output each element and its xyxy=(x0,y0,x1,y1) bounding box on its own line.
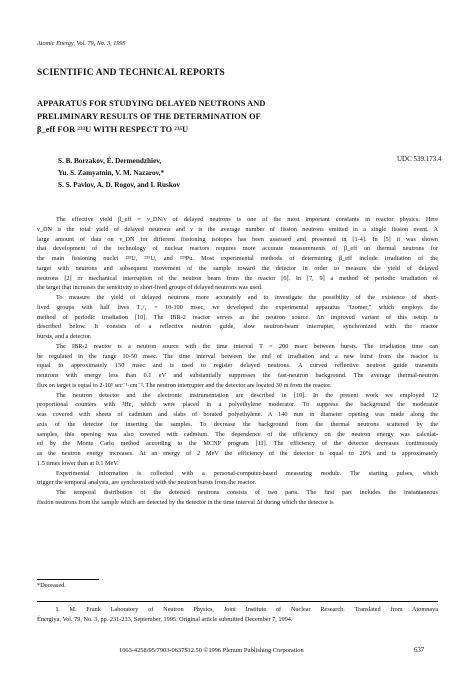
body-line: 1.5 times lower than at 0.1 MeV. xyxy=(37,459,119,467)
body-line: The neutron detector and the electronic instrumentation are described in [10]. In the present work we employed 12 xyxy=(56,391,438,399)
affiliation-line: I. M. Frank Laboratory of Neutron Physics, Joint Institute of Nuclear Research. Translated from Atomnaya xyxy=(56,606,438,613)
body-line: axis of the detector for inserting the samples. To decrease the background from the thermal neutrons scattered by the xyxy=(37,420,438,428)
article-body xyxy=(37,215,438,508)
body-line: neutrons [2] or mechanical interruption of the neutron beam from the reactor [6]. In [7, 9] a method of periodic irradiation of xyxy=(37,274,438,282)
copyright-line: 1063-4258/95/7903-0637$12.50 ©1996 Plenum Publishing Corporation xyxy=(119,647,304,654)
body-line: method of periodic irradiation [10]. The IBR-2 reactor serves as the neutron source. An improved variant of this setup is xyxy=(37,313,438,321)
body-line: samples, this opening was also covered with cadmium. The dependence of the efficiency on the neutron energy was calculat- xyxy=(37,430,438,438)
body-line: proportional counters with ³He, which were placed in a polyethylene moderator. To suppress the background the moderator xyxy=(37,401,438,409)
page-number: 637 xyxy=(414,647,425,654)
title-line: PRELIMINARY RESULTS OF THE DETERMINATION OF xyxy=(37,112,261,121)
body-line: the main fissioning nuclei ²³³U, ²³⁵U, and ²³⁹Pu. Most experimental methods of determining β_eff include irradiation of the xyxy=(37,255,438,262)
body-line: large amount of data on ν_DN for different fissioning isotopes has been assessed and presented in [1-4]. In [5] it was shown xyxy=(37,235,438,243)
reference-divider xyxy=(37,601,438,602)
body-line: lived groups with half lives T₁/₂ = 10-100 msec, we developed the experimental apparatus "Izomer," which employs the xyxy=(37,303,438,311)
body-line: The temporal distribution of the detected neutrons consists of two parts. The first part includes the instantaneous xyxy=(56,489,438,496)
affiliation-note xyxy=(37,605,438,624)
title-line: β_eff FOR ²³³U WITH RESPECT TO ²³⁵U xyxy=(37,125,189,134)
body-line: bursts, and a detector. xyxy=(37,333,92,340)
body-line: that development of the technology of nuclear reactors requires more accurate measurements of β_eff on thermal neutrons for xyxy=(37,245,438,253)
body-line: the target that increases the sensitivity to short-lived groups of delayed neutrons was used. xyxy=(37,284,263,292)
section-heading: SCIENTIFIC AND TECHNICAL REPORTS xyxy=(37,68,225,78)
body-line: neutrons with energy less than 0.1 eV and substantially suppresses the fast-neutron background. The average thermal-neutron xyxy=(37,372,438,379)
body-line: ν_DN is the total yield of delayed neutrons and ν is the average number of fission neutrons emitted in a single fission event. A xyxy=(37,225,438,233)
footnote: *Deceased. xyxy=(37,582,66,589)
body-line: was covered with sheets of cadmium and slabs of borated polyethylene. A 140 mm in diameter opening was made along the xyxy=(37,411,438,418)
author-line: S. S. Pavlov, A. D. Rogov, and I. Ruskov xyxy=(58,181,181,189)
body-line: The effective yield β_eff = ν_DN/ν of delayed neutrons is one of the most important constants in reactor physics. Here xyxy=(56,216,438,223)
journal-citation: Atomic Energy, Vol. 79, No. 3, 1995 xyxy=(37,40,126,47)
author-line: S. B. Borzakov, É. Dermendzhiev, xyxy=(58,157,162,165)
body-line: be regulated in the range 10-50 msec. The time interval between the end of irradiation and a new burst from the reactor is xyxy=(37,352,438,360)
body-line: Experimental information is collected with a personal-computer-based measuring module. The starting pulses, which xyxy=(56,469,438,477)
udc-code: UDC 539.173.4 xyxy=(397,155,442,163)
title-line: APPARATUS FOR STUDYING DELAYED NEUTRONS AND xyxy=(37,99,266,108)
body-line: equal to approximately 150 msec and is used to register delayed neutrons. A curved reflective neutron guide transmits xyxy=(37,362,438,370)
body-line: To measure the yield of delayed neutrons more accurately and to investigate the possibility of the existence of short- xyxy=(56,294,438,301)
body-line: trigger the temporal analysis, are synchronized with the neutron bursts from the reactor. xyxy=(37,479,257,487)
body-line: target with neutrons and subsequent movement of the sample toward the detector in order to measure the yield of delayed xyxy=(37,264,438,272)
footnote-divider xyxy=(37,579,99,580)
body-line: as the neutron energy increases. At an energy of 2 MeV the efficiency of the detector is equal to 20% and is approximately xyxy=(37,450,438,457)
affiliation-line: Énergiya, Vol. 79, No. 3, pp. 231-233, September, 1995. Original article submitted December 7, 1994. xyxy=(37,615,293,623)
author-list xyxy=(58,155,180,191)
body-line: fission neutrons from the sample which are detected by the detector in the time interval Δt during which the detector is xyxy=(37,498,334,506)
author-line: Yu. S. Zamyatnin, V. M. Nazarov,* xyxy=(58,169,165,177)
article-title xyxy=(37,97,437,136)
body-line: flux on target is equal to 2·10⁵ sec⁻¹·cm⁻². The neutron interrupter and the detector are located 30 m from the reactor. xyxy=(37,381,332,389)
body-line: ed by the Monte Carlo method according to the MCNP program [11]. The efficiency of the detector decreases continuously xyxy=(37,440,438,448)
body-line: described below. It consists of a reflective neutron guide, slow neutron-beam interrupter, synchronized with the reactor xyxy=(37,323,438,331)
body-line: The IBR-2 reactor is a neutron source with the time interval T = 200 msec between bursts. The irradiation time can xyxy=(56,342,438,350)
